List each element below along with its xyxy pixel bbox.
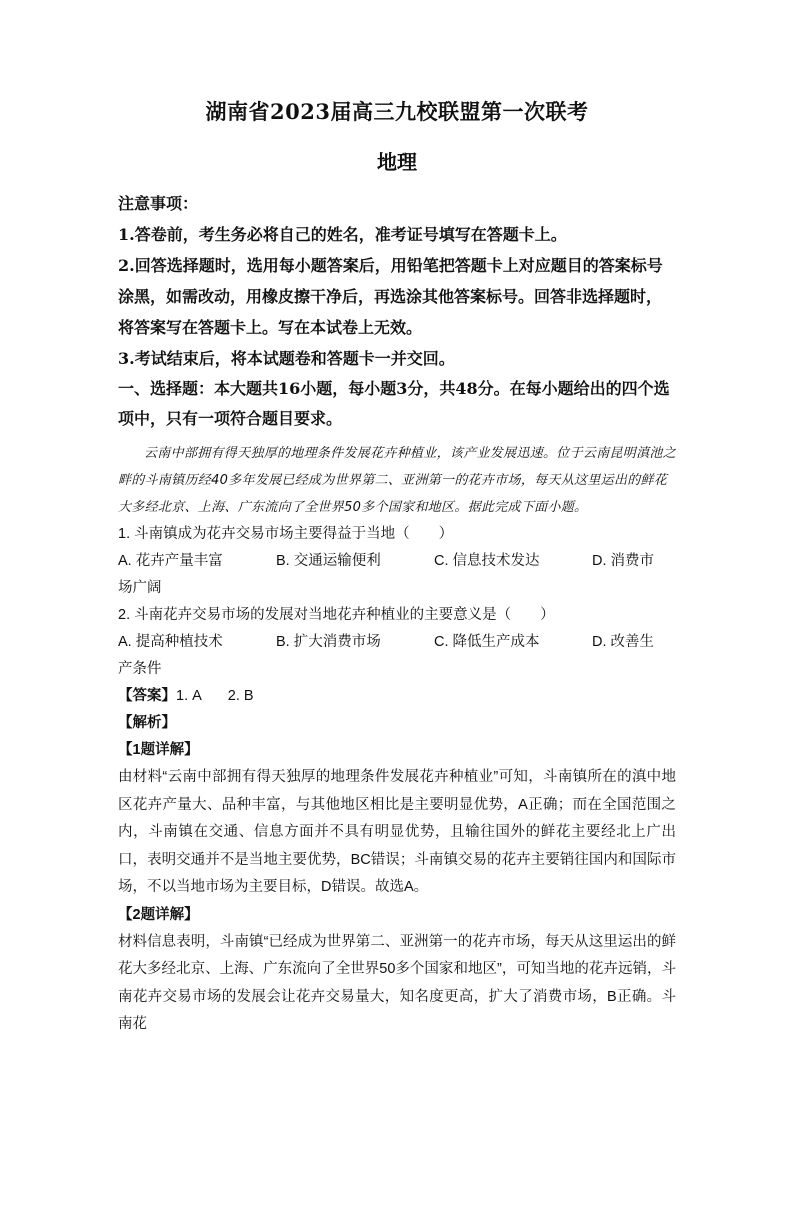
question-stem-2: 2. 斗南花卉交易市场的发展对当地花卉种植业的主要意义是（ ） [118,607,555,623]
notice-item-1: 1.答卷前，考生务必将自己的姓名，准考证号填写在答题卡上。 [118,225,567,244]
answer-line [118,683,676,710]
option-c: C. 信息技术发达 [434,553,540,569]
notice-item-3: 3.考试结束后，将本试题卷和答题卡一并交回。 [118,349,455,368]
option-b: B. 扩大消费市场 [276,634,381,650]
exam-page [0,96,794,1219]
q1-analysis-text: 由材料“云南中部拥有得天独厚的地理条件发展花卉种植业”可知，斗南镇所在的滇中地区花卉产量大、品种丰富，与其他地区相比是主要明显优势，A正确；而在全国范围之内，斗南镇在交通、信息方面并不具有明显优势，且输往国外的鲜花主要经北上广出口，表明交通并不是当地主要优势，BC错误；斗南镇交易的花卉主要销往国内和国际市场，不以当地市场为主要目标，D错误。故选A。 [118,769,676,895]
question-options-1 [118,548,676,575]
option-b: B. 交通运输便利 [276,553,381,569]
answer-1: 1. A [176,688,202,704]
exam-title: 湖南省2023届高三九校联盟第一次联考 [205,99,589,124]
question-stem-1: 1. 斗南镇成为花卉交易市场主要得益于当地（ ） [118,526,454,542]
notice-item-2: 2.回答选择题时，选用每小题答案后，用铅笔把答题卡上对应题目的答案标号涂黑，如需改动，用橡皮擦干净后，再选涂其他答案标号。回答非选择题时，将答案写在答题卡上。写在本试卷上无效。 [118,256,663,337]
section-heading: 一、选择题：本大题共16小题，每小题3分，共48分。在每小题给出的四个选项中，只有一项符合题目要求。 [118,379,670,428]
answer-label: 【答案】 [118,688,176,704]
option-a: A. 花卉产量丰富 [118,553,223,569]
option-d: D. 消费市 [592,553,655,569]
question-options-2 [118,629,676,656]
option-a: A. 提高种植技术 [118,634,223,650]
option-c: C. 降低生产成本 [434,634,540,650]
option-d: D. 改善生 [592,634,655,650]
material-passage: 云南中部拥有得天独厚的地理条件发展花卉种植业，该产业发展迅速。位于云南昆明滇池之畔的斗南镇历经40多年发展已经成为世界第二、亚洲第一的花卉市场，每天从这里运出的鲜花大多经北京、上海、广东流向了全世界50多个国家和地区。据此完成下面小题。 [118,446,677,515]
q2-analysis-label: 【2题详解】 [118,906,199,923]
analysis-label: 【解析】 [118,715,176,731]
notice-heading: 注意事项： [118,194,199,213]
answer-2: 2. B [227,688,254,704]
q2-analysis-text: 材料信息表明，斗南镇“已经成为世界第二、亚洲第一的花卉市场，每天从这里运出的鲜花大多经北京、上海、广东流向了全世界50多个国家和地区”，可知当地的花卉远销，斗南花卉交易市场的发展会让花卉交易量大，知名度更高，扩大了消费市场，B正确。斗南花 [118,933,676,1032]
q1-analysis-label: 【1题详解】 [118,742,199,758]
option-d-continuation: 产条件 [118,661,162,677]
exam-subject: 地理 [377,150,417,174]
option-d-continuation: 场广阔 [118,580,162,596]
